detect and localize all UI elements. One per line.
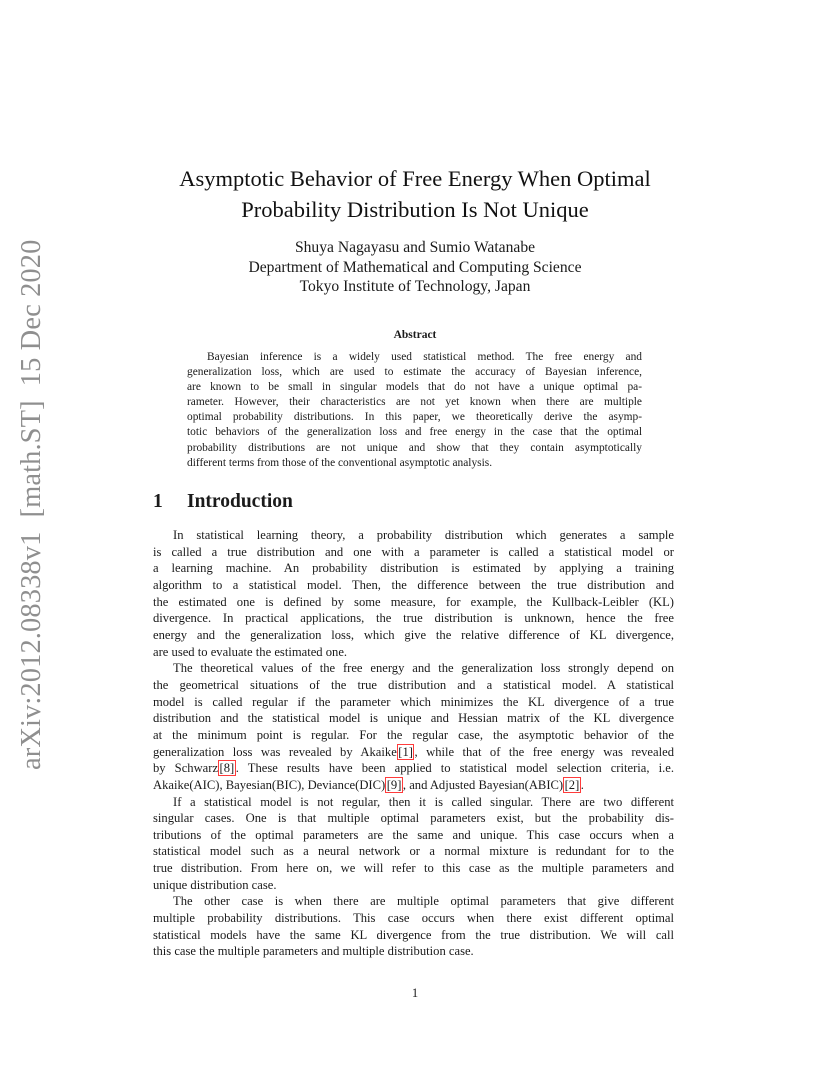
body-text-run: , and Adjusted Bayesian(ABIC) <box>402 777 564 792</box>
body-line: the estimated one is defined by some measure, for example, the Kullback-Leibler (KL) <box>153 594 674 609</box>
body-line: model is called regular if the parameter which minimizes the KL divergence of a true <box>153 694 674 709</box>
body-line: multiple probability distributions. This case occurs when there exist different optimal <box>153 911 674 926</box>
abstract-text <box>187 350 642 471</box>
affiliation-line: Tokyo Institute of Technology, Japan <box>299 278 531 296</box>
title-line: Probability Distribution Is Not Unique <box>241 197 589 222</box>
abstract-line: totic behaviors of the generalization loss and free energy in the case that the optimal <box>187 426 642 439</box>
arxiv-date: 15 Dec 2020 <box>16 239 47 387</box>
abstract-line: are known to be small in singular models that do not have a unique optimal pa- <box>187 381 642 394</box>
body-line: statistical models have the same KL divergence from the true distribution. We will call <box>153 927 674 942</box>
arxiv-category: [math.ST] <box>16 400 47 518</box>
body-line: the geometrical situations of the true distribution and a statistical model. A statistical <box>153 677 674 692</box>
affiliation-line: Department of Mathematical and Computing Science <box>248 258 582 276</box>
title-line: Asymptotic Behavior of Free Energy When Optimal <box>179 166 651 191</box>
body-line: singular cases. One is that multiple optimal parameters exist, but the probability dis- <box>153 811 674 826</box>
body-line: at the minimum point is regular. For the regular case, the asymptotic behavior of the <box>153 727 674 742</box>
body-line: energy and the generalization loss, which give the relative difference of KL divergence, <box>153 627 674 642</box>
body-line: The other case is when there are multiple optimal parameters that give different <box>173 894 674 909</box>
body-line: In statistical learning theory, a probability distribution which generates a sample <box>173 528 674 542</box>
section-title: Introduction <box>187 491 293 512</box>
abstract-line: rameter. However, their characteristics are not yet known when there are multiple <box>187 396 642 409</box>
abstract-line: Bayesian inference is a widely used statistical method. The free energy and <box>207 351 642 363</box>
body-line: The theoretical values of the free energy and the generalization loss strongly depend on <box>173 661 674 676</box>
body-line: true distribution. From here on, we will refer to this case as the multiple parameters and <box>153 861 674 876</box>
page-number: 1 <box>411 986 419 1000</box>
section-heading <box>153 491 673 513</box>
body-line: tributions of the optimal parameters are the same and unique. This case occurs when a <box>153 827 674 842</box>
abstract-line: probability distributions are not unique and show that they contain asymptotically <box>187 441 642 454</box>
body-text-run: , while that of the free energy was revealed <box>414 744 674 759</box>
citation-link[interactable]: [1] <box>398 744 413 759</box>
body-line-with-citation <box>153 777 674 794</box>
body-line: a learning machine. An probability distribution is estimated by applying a training <box>153 561 674 576</box>
abstract-line: generalization loss, which are used to estimate the accuracy of Bayesian inference, <box>187 366 642 379</box>
paper-title <box>150 163 680 225</box>
body-line: divergence. In practical applications, the true distribution is unknown, hence the free <box>153 611 674 626</box>
author-block <box>150 238 680 297</box>
arxiv-id[interactable]: arXiv:2012.08338v1 <box>16 531 47 770</box>
introduction-body <box>153 527 674 960</box>
arxiv-side-stamp <box>16 226 48 770</box>
body-line: algorithm to a statistical model. Then, the difference between the true distribution and <box>153 577 674 592</box>
body-text-run: . <box>580 777 584 792</box>
body-line-with-citation <box>153 744 674 761</box>
section-number: 1 <box>153 491 163 512</box>
citation-link[interactable]: [2] <box>564 777 580 792</box>
body-line: If a statistical model is not regular, then it is called singular. There are two different <box>173 794 674 809</box>
body-line: is called a true distribution and one with a parameter is called a statistical model or <box>153 544 674 559</box>
body-line: unique distribution case. <box>153 877 277 892</box>
body-text-run: Akaike(AIC), Bayesian(BIC), Deviance(DIC) <box>153 777 386 792</box>
abstract-line: optimal probability distributions. In this paper, we theoretically derive the asymp- <box>187 411 642 424</box>
body-line: statistical model such as a neural network or a normal mixture is redundant for to the <box>153 844 674 859</box>
citation-link[interactable]: [8] <box>219 761 235 776</box>
abstract-line: different terms from those of the conventional asymptotic analysis. <box>187 456 493 469</box>
citation-link[interactable]: [9] <box>386 777 402 792</box>
body-line-with-citation <box>153 760 674 777</box>
body-text-run: generalization loss was revealed by Akaike <box>153 744 397 759</box>
body-line: are used to evaluate the estimated one. <box>153 644 348 659</box>
author-names: Shuya Nagayasu and Sumio Watanabe <box>294 239 536 256</box>
abstract-heading: Abstract <box>393 329 437 341</box>
body-text-run: by Schwarz <box>153 761 219 776</box>
body-line: distribution and the statistical model is unique and Hessian matrix of the KL divergence <box>153 711 674 726</box>
body-text-run: . These results have been applied to statistical model selection criteria, i.e. <box>235 761 674 776</box>
body-line: this case the multiple parameters and multiple distribution case. <box>153 944 474 959</box>
